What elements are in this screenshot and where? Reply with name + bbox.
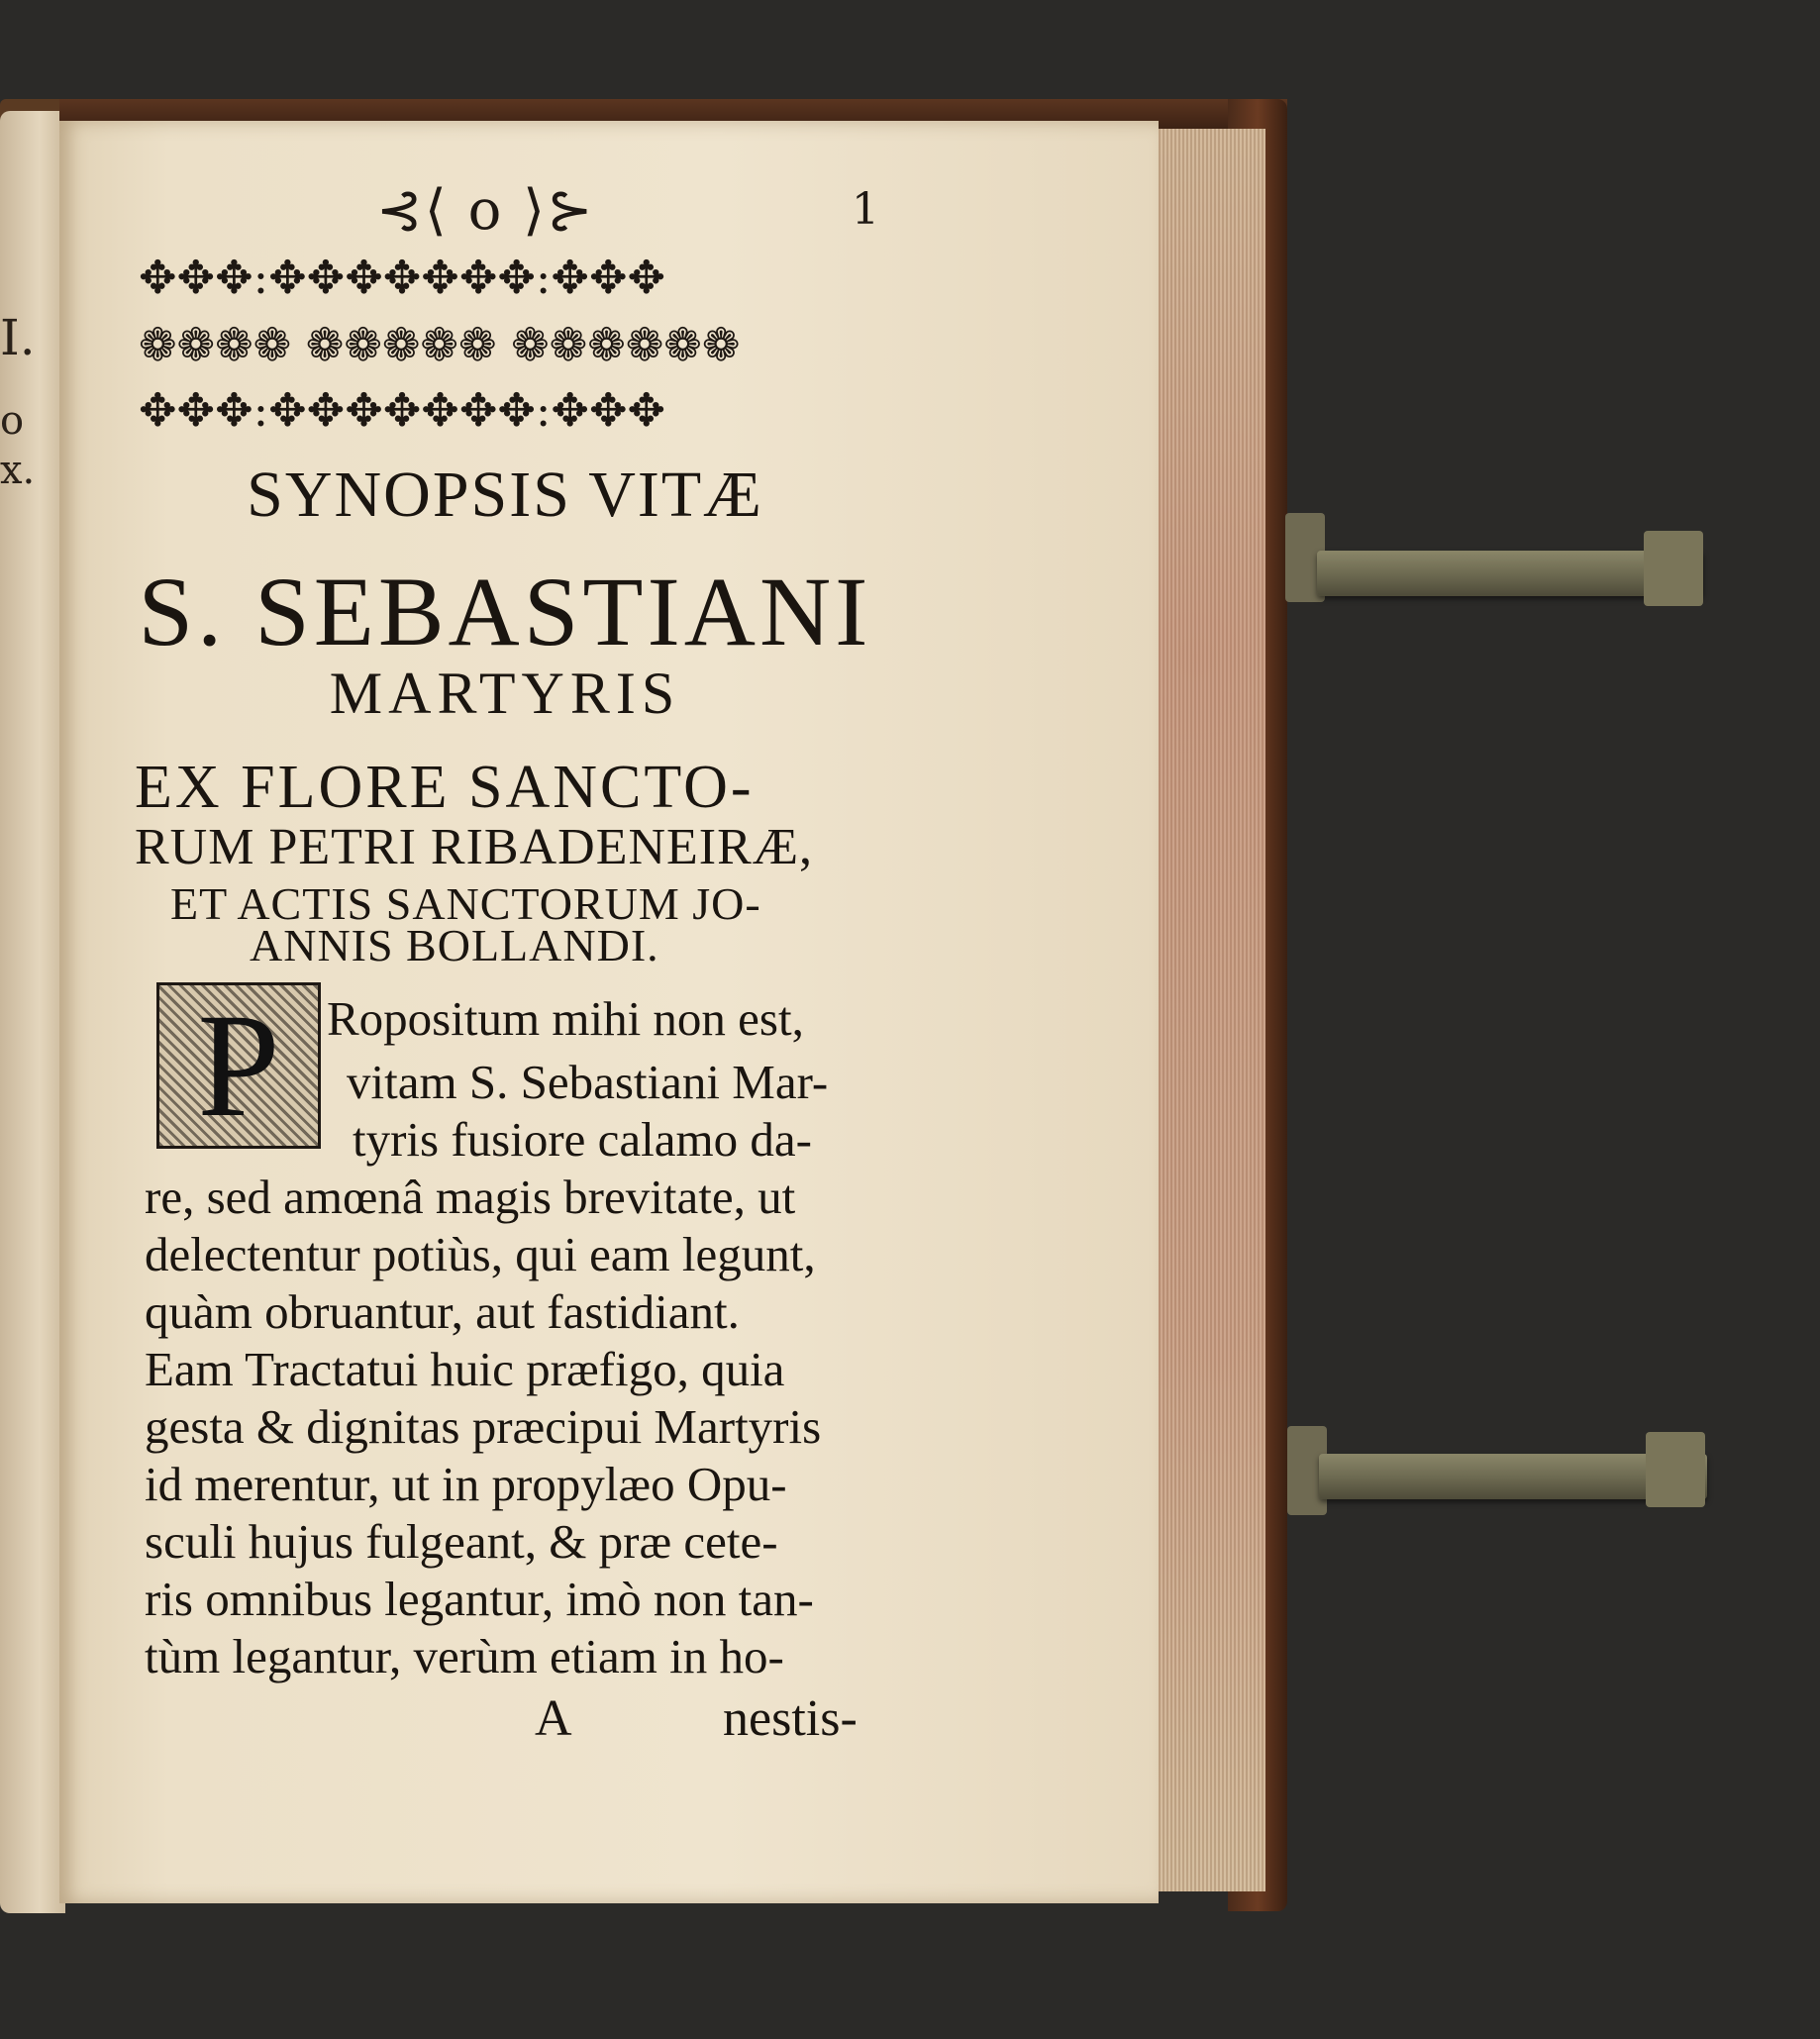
body-line: id merentur, ut in propylæo Opu- [145, 1457, 787, 1511]
body-line: gesta & dignitas præcipui Martyris [145, 1399, 822, 1454]
body-line: ris omnibus legantur, imò non tan- [145, 1572, 814, 1626]
title-line-7: ANNIS BOLLANDI. [250, 920, 659, 970]
left-page-sliver [0, 111, 65, 1913]
page-fore-edge [1149, 129, 1265, 1891]
ornament-band-top [139, 244, 881, 311]
header-ornament-mark: ⊰⟨ o ⟩⊱ [376, 178, 595, 243]
title-line-1: SYNOPSIS VITÆ [247, 459, 763, 531]
drop-cap-initial [156, 982, 321, 1149]
ornament-band-bottom [139, 376, 881, 444]
body-line: re, sed amœnâ magis brevitate, ut [145, 1170, 796, 1224]
title-line-2: S. SEBASTIANI [138, 557, 872, 666]
body-line: Eam Tractatui huic præfigo, quia [145, 1342, 785, 1396]
left-page-glyph: o [0, 398, 25, 444]
ornament-band-middle [139, 311, 881, 378]
title-line-6: ET ACTIS SANCTORUM JO- [170, 878, 761, 929]
ornament-row: ❁❁❁❁ ❁❁❁❁❁ ❁❁❁❁❁❁ [139, 318, 741, 371]
left-page-glyph: I. [0, 309, 36, 366]
page-number: 1 [852, 184, 879, 235]
upper-clasp-end [1644, 531, 1703, 606]
body-line: tyris fusiore calamo da- [353, 1112, 812, 1167]
ornament-row: ✥✥✥:✥✥✥✥✥✥✥:✥✥✥ [139, 251, 666, 304]
lower-clasp-end [1646, 1432, 1705, 1507]
body-line: tùm legantur, verùm etiam in ho- [145, 1629, 784, 1683]
catchword: nestis- [723, 1690, 858, 1747]
body-line: sculi hujus fulgeant, & præ cete- [145, 1514, 778, 1569]
body-line: Ropositum mihi non est, [327, 991, 804, 1046]
body-line: vitam S. Sebastiani Mar- [347, 1055, 829, 1109]
title-line-3: MARTYRIS [329, 661, 681, 726]
signature-mark: A [535, 1690, 572, 1747]
body-line: delectentur potiùs, qui eam legunt, [145, 1227, 816, 1281]
drop-cap-letter: P [197, 983, 280, 1148]
title-line-5: RUM PETRI RIBADENEIRÆ, [135, 819, 814, 875]
body-line: quàm obruantur, aut fastidiant. [145, 1284, 740, 1339]
title-line-4: EX FLORE SANCTO- [135, 754, 755, 821]
left-page-glyph: x. [0, 448, 36, 493]
ornament-row: ✥✥✥:✥✥✥✥✥✥✥:✥✥✥ [139, 383, 666, 437]
